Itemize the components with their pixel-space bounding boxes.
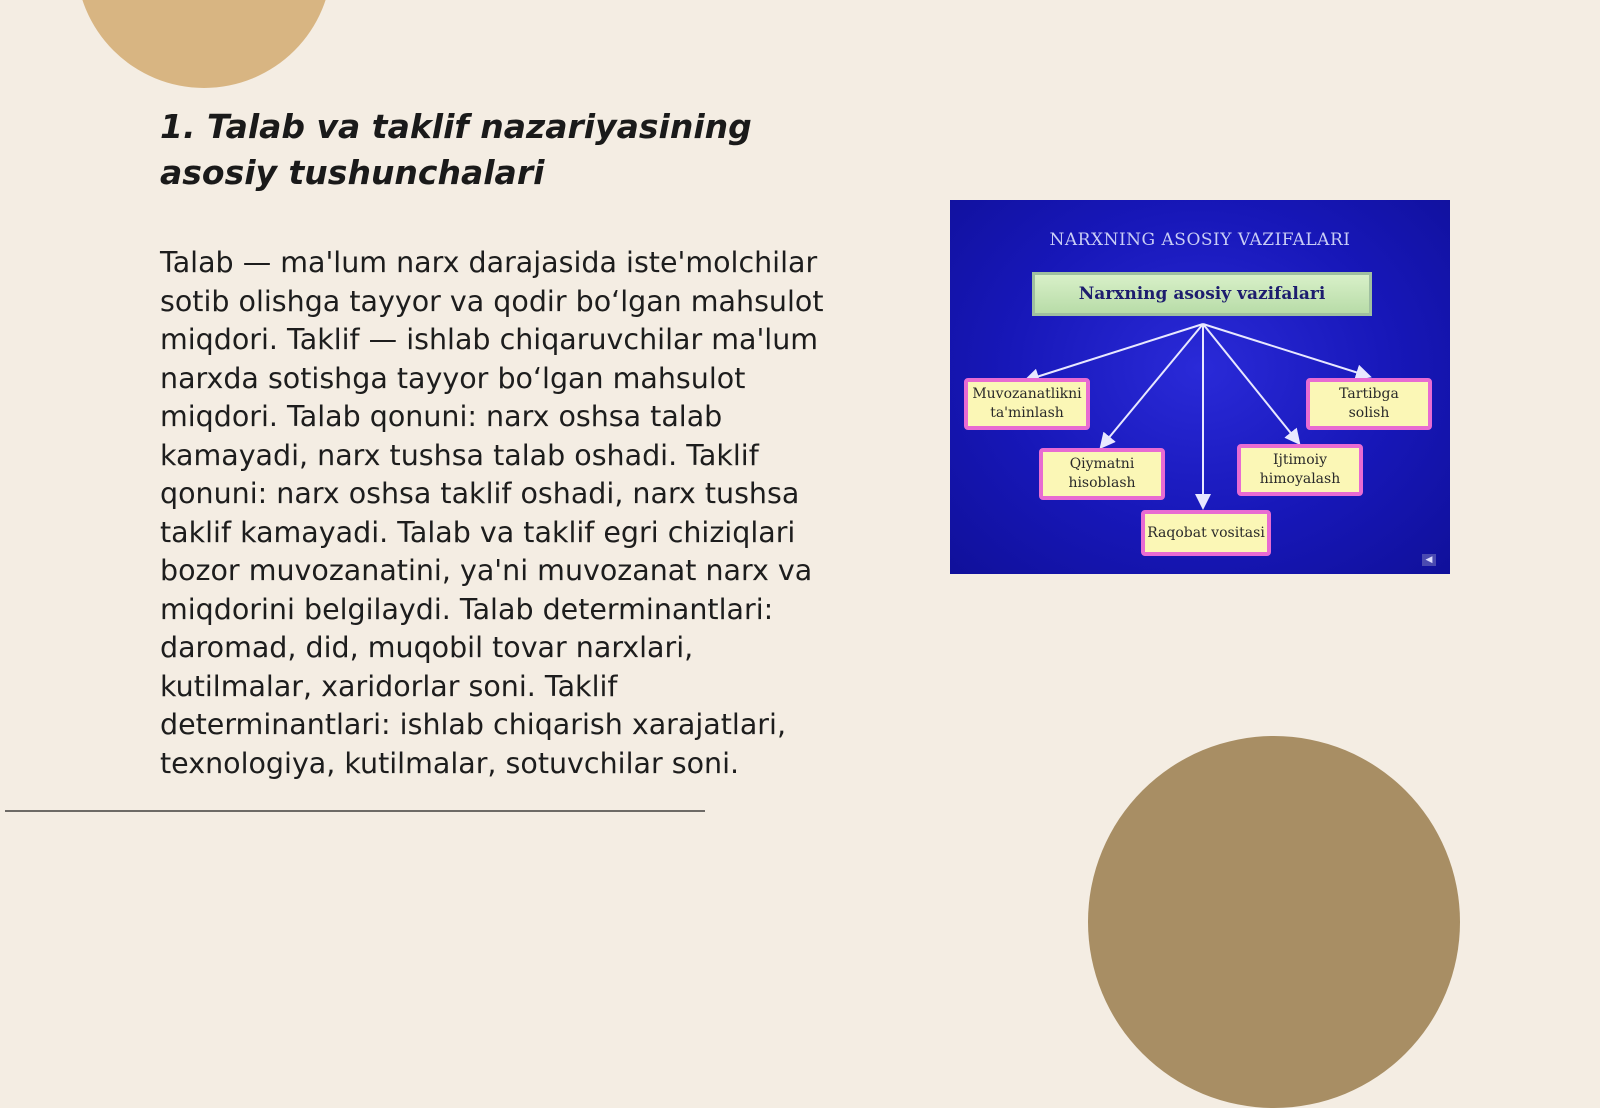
diagram-node-box: Qiymatni hisoblash [1039,448,1165,500]
diagram-footer [1422,554,1436,566]
speaker-icon: ◀ [1422,554,1436,566]
diagram-node-box: Tartibga solish [1306,378,1432,430]
connector-line [1203,324,1298,442]
decorative-circle-bottom [1088,736,1460,1108]
price-functions-diagram [950,200,1450,574]
diagram-node-box: Ijtimoiy himoyalash [1237,444,1363,496]
diagram-root-box: Narxning asosiy vazifalari [1032,272,1372,316]
connector-line [1027,324,1203,380]
decorative-circle-top [76,0,332,88]
slide-title: 1. Talab va taklif nazariyasining asosiy tushunchalari [160,107,752,192]
diagram-node-box: Raqobat vositasi [1141,510,1271,556]
diagram-node-box: Muvozanatlikni ta'minlash [964,378,1090,430]
connector-line [1203,324,1368,376]
divider-line [5,810,705,812]
slide-body-text: Talab — ma'lum narx darajasida iste'molchilar sotib olishga tayyor va qodir bo‘lgan mahsulot miqdori. Taklif — ishlab chiqaruvchilar ma'lum narxda sotishga tayyor bo‘lgan mahsulot miqdori. Talab qonuni: narx oshsa talab kamayadi, narx tushsa talab oshadi. Taklif qonuni: narx oshsa taklif oshadi, narx tushsa taklif kamayadi. Talab va taklif egri chiziqlari bozor muvozanatini, ya'ni muvozanat narx va miqdorini belgilaydi. Talab determinantlari: daromad, did, muqobil tovar narxlari, kutilmalar, xaridorlar soni. Taklif determinantlari: ishlab chiqarish xarajatlari, texnologiya, kutilmalar, sotuvchilar soni. [160,246,824,780]
connector-line [1102,324,1203,446]
diagram-heading: NARXNING ASOSIY VAZIFALARI [1049,230,1351,250]
